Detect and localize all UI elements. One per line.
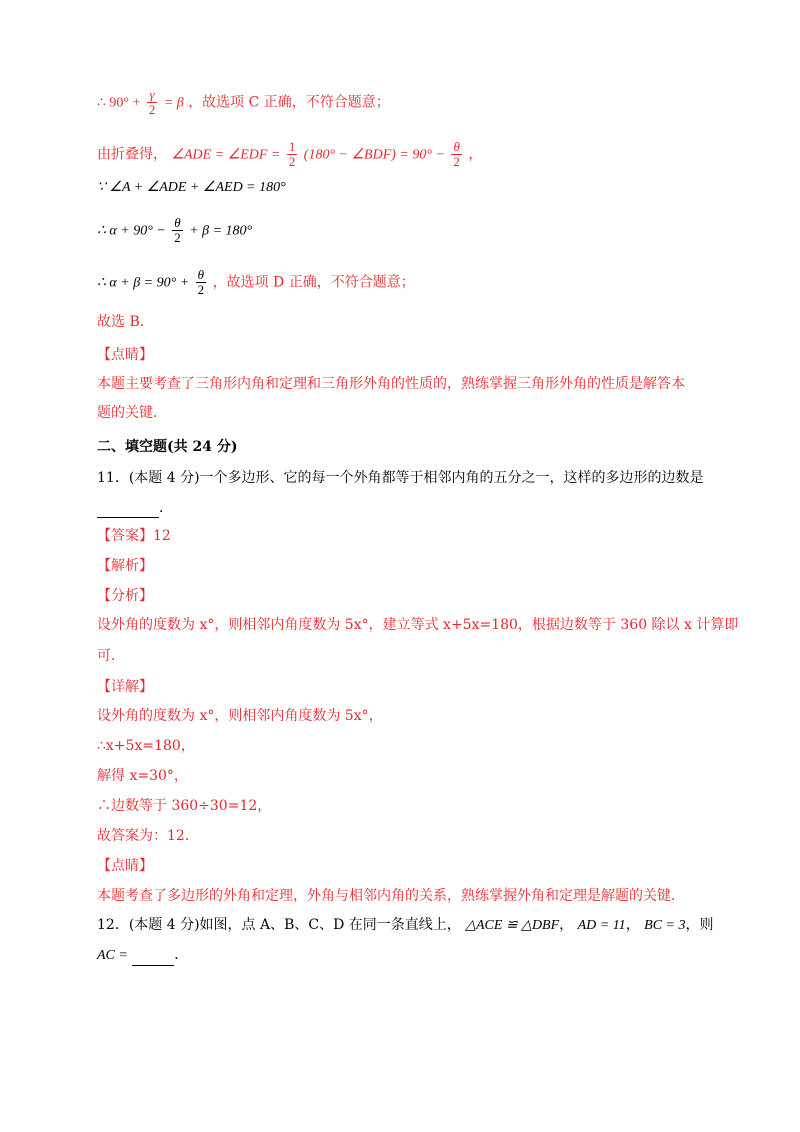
line-choice: 故选 B． xyxy=(97,314,154,330)
line-angle-sum: ∵ ∠A + ∠ADE + ∠AED = 180° xyxy=(97,180,286,195)
detail-line: 设外角的度数为 x°，则相邻内角度数为 5x°， xyxy=(97,708,383,724)
question-12: 12．(本题 4 分)如图，点 A、B、C、D 在同一条直线上， △ACE ≌ △DBF， AD = 11， BC = 3，则 xyxy=(97,917,714,933)
line-conclusion-d xyxy=(97,268,415,297)
math-expr: ∴ α + β = 90° + xyxy=(97,275,190,291)
line-equation xyxy=(97,216,252,245)
math-expr: ∴ 90° + xyxy=(97,95,141,111)
fraction: $\frac{\theta}{2}$ xyxy=(174,215,181,245)
heading-dianjing: 【点睛】 xyxy=(97,858,153,874)
detail-line: ∴边数等于 360÷30=12， xyxy=(97,798,272,814)
heading-fenxi: 【分析】 xyxy=(97,588,153,604)
answer-blank xyxy=(97,501,159,518)
fraction: $\frac{1}{2}$ xyxy=(288,139,296,169)
math-expr: BC = 3 xyxy=(644,918,686,933)
answer-value: 12 xyxy=(153,528,171,544)
detail-line: 解得 x=30°， xyxy=(97,768,188,784)
section-title: 二、填空题(共 24 分) xyxy=(97,439,238,455)
math-expr: AD = 11 xyxy=(577,918,626,933)
heading-jiexi: 【解析】 xyxy=(97,558,153,574)
detail-line: 故答案为：12． xyxy=(97,828,199,844)
question-12-blank: AC = ． xyxy=(97,945,188,966)
analysis-line: 可． xyxy=(97,648,125,664)
question-11-blank: ． xyxy=(97,498,173,518)
fraction: $\frac{\theta}{2}$ xyxy=(197,267,205,297)
math-expr: ∠ADE = ∠EDF = xyxy=(171,147,281,163)
line-fold xyxy=(97,140,482,169)
question-text: 12．(本题 4 分)如图，点 A、B、C、D 在同一条直线上， xyxy=(97,917,461,933)
detail-line: ∴x+5x=180， xyxy=(97,738,195,754)
answer-label: 【答案】 xyxy=(97,528,153,544)
math-expr: △ACE ≌ △DBF xyxy=(465,918,560,933)
line-text: 由折叠得， xyxy=(97,146,167,163)
answer-blank xyxy=(132,949,174,966)
line-text: ， xyxy=(468,146,483,163)
math-expr: + β = 180° xyxy=(189,223,253,239)
line-text: ，故选项 C 正确，不符合题意； xyxy=(188,94,390,111)
question-11: 11．(本题 4 分)一个多边形、它的每一个外角都等于相邻内角的五分之一，这样的多边形的边数是 xyxy=(97,470,704,486)
fraction: $\frac{\theta}{2}$ xyxy=(453,139,460,169)
math-expr: ∴ α + 90° − xyxy=(97,223,166,239)
summary-line: 本题考查了多边形的外角和定理，外角与相邻内角的关系，熟练掌握外角和定理是解题的关键． xyxy=(97,888,685,904)
fraction: $\frac{\gamma}{2}$ xyxy=(148,87,156,117)
summary-line: 本题主要考查了三角形内角和定理和三角形外角的性质的，熟练掌握三角形外角的性质是解答本 xyxy=(97,376,685,392)
math-expr: = β xyxy=(163,95,184,111)
line-conclusion-c xyxy=(97,88,390,117)
math-expr: AC = xyxy=(97,948,128,963)
heading-xiangjie: 【详解】 xyxy=(97,679,153,695)
analysis-line: 设外角的度数为 x°，则相邻内角度数为 5x°，建立等式 x+5x=180，根据边数等于 360 除以 x 计算即 xyxy=(97,617,739,633)
heading-dianjing: 【点睛】 xyxy=(97,347,153,363)
answer-line xyxy=(97,526,171,546)
line-text: ，故选项 D 正确，不符合题意； xyxy=(212,274,415,291)
math-expr: (180° − ∠BDF) = 90° − xyxy=(303,147,445,163)
summary-line: 题的关键． xyxy=(97,405,167,421)
